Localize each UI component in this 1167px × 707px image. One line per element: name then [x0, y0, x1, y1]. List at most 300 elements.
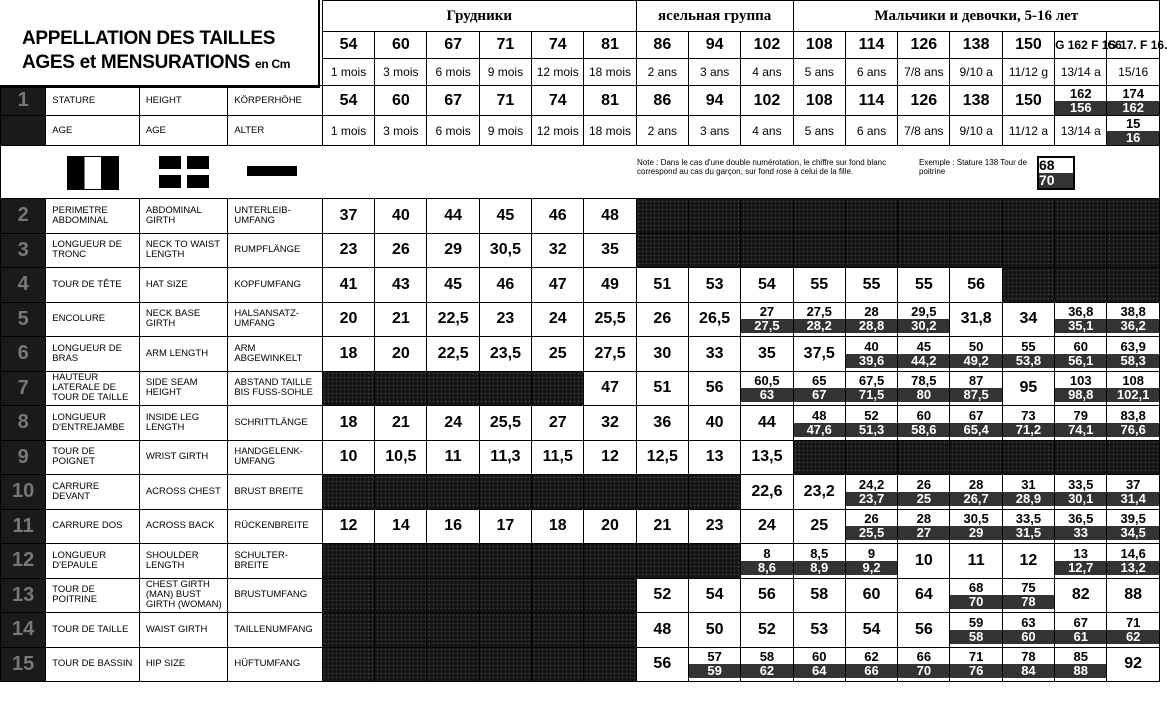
label-fr: TOUR DE POIGNET	[46, 440, 140, 475]
label-fr: STATURE	[46, 86, 140, 116]
empty-cell	[1002, 199, 1054, 234]
value-cell: 9 mois	[479, 116, 531, 146]
boy-value: 60	[812, 649, 827, 665]
girl-value: 28,2	[794, 319, 845, 333]
girl-value: 25,5	[846, 526, 897, 540]
label-fr: LONGUEUR DE TRONC	[46, 233, 140, 268]
empty-cell	[427, 578, 479, 613]
split-value-cell	[741, 371, 793, 406]
value-cell: 86	[636, 86, 688, 116]
value-cell: 2 ans	[636, 116, 688, 146]
empty-cell	[845, 440, 897, 475]
empty-cell	[1107, 268, 1160, 303]
age-cell: 1 mois	[322, 59, 374, 86]
girl-value: 62	[1107, 630, 1159, 644]
boy-value: 8	[763, 545, 771, 561]
empty-cell	[1107, 440, 1160, 475]
split-value-cell	[793, 371, 845, 406]
empty-cell	[532, 475, 584, 510]
girl-value: 74,1	[1055, 423, 1106, 437]
boy-value: 60	[916, 407, 932, 423]
value-cell: 18 mois	[584, 116, 636, 146]
label-fr: TOUR DE BASSIN	[46, 647, 140, 682]
empty-cell	[1107, 199, 1160, 234]
value-cell: 56	[741, 578, 793, 613]
empty-cell	[532, 544, 584, 579]
empty-cell	[479, 371, 531, 406]
value-cell: 27,5	[584, 337, 636, 372]
label-de: KOPFUMFANG	[228, 268, 323, 303]
boy-value: 60,5	[754, 373, 780, 389]
girl-value: 58	[950, 630, 1001, 644]
value-cell: 74	[532, 86, 584, 116]
label-en: ABDOMINAL GIRTH	[139, 199, 228, 234]
boy-value: 13	[1073, 545, 1088, 561]
split-value-cell	[1055, 337, 1107, 372]
empty-cell	[322, 578, 374, 613]
empty-cell	[688, 544, 740, 579]
value-cell: 24	[427, 406, 479, 441]
value-cell: 82	[1055, 578, 1107, 613]
value-cell: 51	[636, 268, 688, 303]
value-cell: 24	[741, 509, 793, 544]
row-number	[1, 116, 46, 146]
value-cell: 48	[584, 199, 636, 234]
girl-value: 13,2	[1107, 561, 1159, 575]
size-cell: 138	[950, 32, 1002, 59]
size-cell: 102	[741, 32, 793, 59]
value-cell: 26	[375, 233, 427, 268]
size-cell: 60	[375, 32, 427, 59]
value-cell: 6 ans	[845, 116, 897, 146]
girl-value: 58,3	[1107, 354, 1159, 368]
example-top: 68	[1039, 157, 1055, 173]
value-cell: 14	[375, 509, 427, 544]
label-de: ARM ABGEWINKELT	[228, 337, 323, 372]
size-cell: G 162 F 156	[1055, 32, 1107, 59]
age-cell: 9 mois	[479, 59, 531, 86]
empty-cell	[479, 544, 531, 579]
boy-value: 45	[916, 338, 932, 354]
value-cell: 138	[950, 86, 1002, 116]
value-cell: 10	[898, 544, 950, 579]
split-value-cell	[950, 647, 1002, 682]
split-value-cell	[898, 302, 950, 337]
boy-value: 36,8	[1068, 304, 1094, 320]
row-number: 3	[1, 233, 46, 268]
split-value-cell	[1055, 475, 1107, 510]
size-cell: 86	[636, 32, 688, 59]
value-cell: 52	[741, 613, 793, 648]
label-de: UNTERLEIB-UMFANG	[228, 199, 323, 234]
value-cell: 21	[375, 302, 427, 337]
boy-value: 58	[759, 649, 775, 665]
girl-value: 59	[689, 664, 740, 678]
value-cell: 6 mois	[427, 116, 479, 146]
label-de: RÜCKENBREITE	[228, 509, 323, 544]
empty-cell	[898, 199, 950, 234]
girl-value: 64	[794, 664, 845, 678]
empty-cell	[636, 475, 688, 510]
value-cell: 25,5	[584, 302, 636, 337]
value-cell: 13,5	[741, 440, 793, 475]
empty-cell	[898, 233, 950, 268]
empty-cell	[950, 440, 1002, 475]
label-fr: HAUTEUR LATERALE DE TOUR DE TAILLE	[46, 371, 140, 406]
size-cell: 67	[427, 32, 479, 59]
age-cell: 3 mois	[375, 59, 427, 86]
value-cell: 22,5	[427, 337, 479, 372]
value-cell: 48	[636, 613, 688, 648]
split-value-cell	[741, 647, 793, 682]
value-cell: 37,5	[793, 337, 845, 372]
split-value-cell	[1107, 371, 1160, 406]
split-value-cell	[898, 371, 950, 406]
split-value-cell	[1107, 116, 1160, 146]
label-en: NECK BASE GIRTH	[139, 302, 228, 337]
france-flag-icon	[67, 156, 119, 190]
value-cell: 81	[584, 86, 636, 116]
boy-value: 108	[1122, 373, 1145, 389]
boy-value: 52	[864, 407, 879, 423]
value-cell: 51	[636, 371, 688, 406]
value-cell: 9/10 a	[950, 116, 1002, 146]
label-de: SCHULTER-BREITE	[228, 544, 323, 579]
size-cell: 74	[532, 32, 584, 59]
age-cell: 7/8 ans	[898, 59, 950, 86]
girl-value: 33	[1055, 526, 1106, 540]
empty-cell	[1055, 440, 1107, 475]
split-value-cell	[950, 371, 1002, 406]
split-value-cell	[950, 613, 1002, 648]
value-cell: 18	[532, 509, 584, 544]
empty-cell	[1002, 440, 1054, 475]
label-de: RUMPFLÄNGE	[228, 233, 323, 268]
value-cell: 5 ans	[793, 116, 845, 146]
flag-band-content	[1, 146, 1159, 198]
split-value-cell	[950, 337, 1002, 372]
label-de: ALTER	[228, 116, 323, 146]
boy-value: 67,5	[858, 373, 885, 389]
boy-value: 62	[864, 649, 879, 665]
value-cell: 41	[322, 268, 374, 303]
germany-flag-icon	[247, 166, 297, 176]
value-cell: 58	[793, 578, 845, 613]
empty-cell	[427, 647, 479, 682]
group-header: Грудники	[322, 1, 636, 32]
split-value-cell	[1055, 544, 1107, 579]
split-value-cell	[1107, 406, 1160, 441]
label-en: SHOULDER LENGTH	[139, 544, 228, 579]
girl-value: 27	[898, 526, 949, 540]
boy-value: 28	[968, 476, 984, 492]
girl-value: 34,5	[1107, 526, 1159, 540]
empty-cell	[322, 613, 374, 648]
boy-value: 73	[1021, 407, 1036, 423]
empty-cell	[793, 233, 845, 268]
age-cell: 3 ans	[688, 59, 740, 86]
size-cell: 114	[845, 32, 897, 59]
chart-subtitle	[22, 52, 290, 74]
split-value-cell	[845, 509, 897, 544]
girl-value: 84	[1003, 664, 1054, 678]
split-value-cell	[1002, 475, 1054, 510]
value-cell: 95	[1002, 371, 1054, 406]
empty-cell	[479, 475, 531, 510]
empty-cell	[375, 578, 427, 613]
value-cell: 10,5	[375, 440, 427, 475]
split-value-cell	[1002, 578, 1054, 613]
group-header: Мальчики и девочки, 5-16 лет	[793, 1, 1159, 32]
split-value-cell	[1055, 509, 1107, 544]
empty-cell	[375, 613, 427, 648]
value-cell: 11/12 a	[1002, 116, 1054, 146]
split-value-cell	[1107, 475, 1160, 510]
value-cell: 16	[427, 509, 479, 544]
value-cell: 33	[688, 337, 740, 372]
empty-cell	[375, 647, 427, 682]
size-cell: 71	[479, 32, 531, 59]
boy-value: 55	[1021, 338, 1036, 354]
value-cell: 102	[741, 86, 793, 116]
split-value-cell	[1055, 647, 1107, 682]
empty-cell	[322, 371, 374, 406]
split-value-cell	[1107, 544, 1160, 579]
value-cell: 71	[479, 86, 531, 116]
value-cell: 54	[741, 268, 793, 303]
value-cell: 40	[375, 199, 427, 234]
value-cell: 25	[793, 509, 845, 544]
value-cell: 24	[532, 302, 584, 337]
value-cell: 67	[427, 86, 479, 116]
split-value-cell	[793, 647, 845, 682]
label-fr: ENCOLURE	[46, 302, 140, 337]
row-number: 8	[1, 406, 46, 441]
value-cell: 47	[532, 268, 584, 303]
label-fr: CARRURE DEVANT	[46, 475, 140, 510]
empty-cell	[793, 440, 845, 475]
girl-value: 67	[794, 388, 845, 402]
value-cell: 12	[584, 440, 636, 475]
value-cell: 26	[636, 302, 688, 337]
row-number: 2	[1, 199, 46, 234]
row-number: 14	[1, 613, 46, 648]
girl-value: 58,6	[898, 423, 949, 437]
value-cell: 25,5	[479, 406, 531, 441]
label-de: KÖRPERHÖHE	[228, 86, 323, 116]
value-cell: 44	[427, 199, 479, 234]
split-value-cell	[1055, 302, 1107, 337]
label-de: HÜFTUMFANG	[228, 647, 323, 682]
label-fr: TOUR DE TAILLE	[46, 613, 140, 648]
value-cell: 94	[688, 86, 740, 116]
boy-value: 66	[916, 649, 932, 665]
value-cell: 18	[322, 337, 374, 372]
girl-value: 36,2	[1107, 319, 1159, 333]
empty-cell	[1055, 233, 1107, 268]
split-value-cell	[1107, 86, 1160, 116]
boy-value: 85	[1073, 649, 1088, 665]
boy-value: 83,8	[1120, 407, 1146, 423]
girl-value: 27,5	[741, 319, 792, 333]
value-cell: 35	[584, 233, 636, 268]
boy-value: 63	[1021, 614, 1036, 630]
row-number: 13	[1, 578, 46, 613]
boy-value: 174	[1122, 85, 1145, 101]
boy-value: 75	[1021, 580, 1036, 596]
row-number: 11	[1, 509, 46, 544]
value-cell: 54	[322, 86, 374, 116]
value-cell: 21	[636, 509, 688, 544]
boy-value: 87	[968, 373, 984, 389]
age-cell: 9/10 a	[950, 59, 1002, 86]
value-cell: 21	[375, 406, 427, 441]
label-de: TAILLENUMFANG	[228, 613, 323, 648]
value-cell: 56	[688, 371, 740, 406]
value-cell: 27	[532, 406, 584, 441]
boy-value: 37	[1125, 476, 1141, 492]
value-cell: 49	[584, 268, 636, 303]
label-en: ARM LENGTH	[139, 337, 228, 372]
value-cell: 25	[532, 337, 584, 372]
girl-value: 98,8	[1055, 388, 1106, 402]
value-cell: 26,5	[688, 302, 740, 337]
value-cell: 11,5	[532, 440, 584, 475]
empty-cell	[375, 475, 427, 510]
boy-value: 39,5	[1120, 511, 1146, 527]
girl-value: 63	[741, 388, 792, 402]
girl-value: 8,9	[794, 561, 845, 575]
boy-value: 79	[1073, 407, 1088, 423]
girl-value: 25	[898, 492, 949, 506]
boy-value: 38,8	[1120, 304, 1146, 320]
size-cell: 81	[584, 32, 636, 59]
girl-value: 76,6	[1107, 423, 1159, 437]
split-value-cell	[845, 337, 897, 372]
girl-value: 31,5	[1003, 526, 1054, 540]
empty-cell	[427, 371, 479, 406]
boy-value: 78,5	[911, 373, 937, 389]
empty-cell	[479, 578, 531, 613]
boy-value: 162	[1069, 85, 1092, 101]
split-value-cell	[1055, 86, 1107, 116]
boy-value: 50	[968, 338, 984, 354]
girl-value: 29	[950, 526, 1001, 540]
boy-value: 28	[916, 511, 932, 527]
value-cell: 50	[688, 613, 740, 648]
value-cell: 36	[636, 406, 688, 441]
value-cell: 60	[375, 86, 427, 116]
split-value-cell	[1055, 371, 1107, 406]
empty-cell	[1107, 233, 1160, 268]
value-cell: 32	[532, 233, 584, 268]
label-de: BRUSTUMFANG	[228, 578, 323, 613]
empty-cell	[793, 199, 845, 234]
title-block	[0, 0, 320, 88]
row-number: 4	[1, 268, 46, 303]
age-cell: 6 mois	[427, 59, 479, 86]
empty-cell	[688, 475, 740, 510]
row-number: 6	[1, 337, 46, 372]
row-number: 9	[1, 440, 46, 475]
boy-value: 103	[1069, 373, 1092, 389]
empty-cell	[845, 199, 897, 234]
boy-value: 28	[864, 304, 879, 320]
split-value-cell	[845, 475, 897, 510]
age-cell: 4 ans	[741, 59, 793, 86]
value-cell: 13	[688, 440, 740, 475]
label-de: SCHRITTLÄNGE	[228, 406, 323, 441]
value-cell: 23	[322, 233, 374, 268]
split-value-cell	[1002, 337, 1054, 372]
girl-value: 47,6	[794, 423, 845, 437]
size-cell: 94	[688, 32, 740, 59]
empty-cell	[584, 647, 636, 682]
size-cell: G 17. F 16.	[1107, 32, 1160, 59]
value-cell: 53	[793, 613, 845, 648]
empty-cell	[636, 233, 688, 268]
girl-value: 8,6	[741, 561, 792, 575]
label-en: WAIST GIRTH	[139, 613, 228, 648]
value-cell: 32	[584, 406, 636, 441]
split-value-cell	[845, 647, 897, 682]
split-value-cell	[793, 406, 845, 441]
girl-value: 71,2	[1003, 423, 1054, 437]
girl-value: 88	[1055, 664, 1106, 678]
age-cell: 12 mois	[532, 59, 584, 86]
value-cell: 55	[793, 268, 845, 303]
value-cell: 29	[427, 233, 479, 268]
value-cell: 22,5	[427, 302, 479, 337]
empty-cell	[741, 233, 793, 268]
girl-value: 76	[950, 664, 1001, 678]
girl-value: 70	[950, 595, 1001, 609]
split-value-cell	[1002, 509, 1054, 544]
girl-value: 39,6	[846, 354, 897, 368]
boy-value: 8,5	[810, 545, 829, 561]
value-cell: 31,8	[950, 302, 1002, 337]
girl-value: 28,9	[1003, 492, 1054, 506]
girl-value: 30,1	[1055, 492, 1106, 506]
value-cell: 12	[1002, 544, 1054, 579]
girl-value: 44,2	[898, 354, 949, 368]
girl-value: 65,4	[950, 423, 1001, 437]
value-cell: 47	[584, 371, 636, 406]
split-value-cell	[1002, 647, 1054, 682]
empty-cell	[479, 613, 531, 648]
example-box	[1037, 156, 1075, 190]
boy-value: 40	[864, 338, 879, 354]
girl-value: 9,2	[846, 561, 897, 575]
value-cell: 12	[322, 509, 374, 544]
value-cell: 56	[898, 613, 950, 648]
split-value-cell	[950, 475, 1002, 510]
empty-cell	[636, 199, 688, 234]
row-number: 1	[1, 86, 46, 116]
value-cell: 22,6	[741, 475, 793, 510]
age-cell: 13/14 a	[1055, 59, 1107, 86]
uk-flag-icon	[159, 156, 209, 188]
boy-value: 33,5	[1068, 476, 1094, 492]
label-en: NECK TO WAIST LENGTH	[139, 233, 228, 268]
label-en: SIDE SEAM HEIGHT	[139, 371, 228, 406]
label-fr: TOUR DE TÊTE	[46, 268, 140, 303]
split-value-cell	[1002, 406, 1054, 441]
value-cell: 30	[636, 337, 688, 372]
value-cell: 108	[793, 86, 845, 116]
label-en: CHEST GIRTH (MAN) BUST GIRTH (WOMAN)	[139, 578, 228, 613]
boy-value: 59	[968, 614, 984, 630]
